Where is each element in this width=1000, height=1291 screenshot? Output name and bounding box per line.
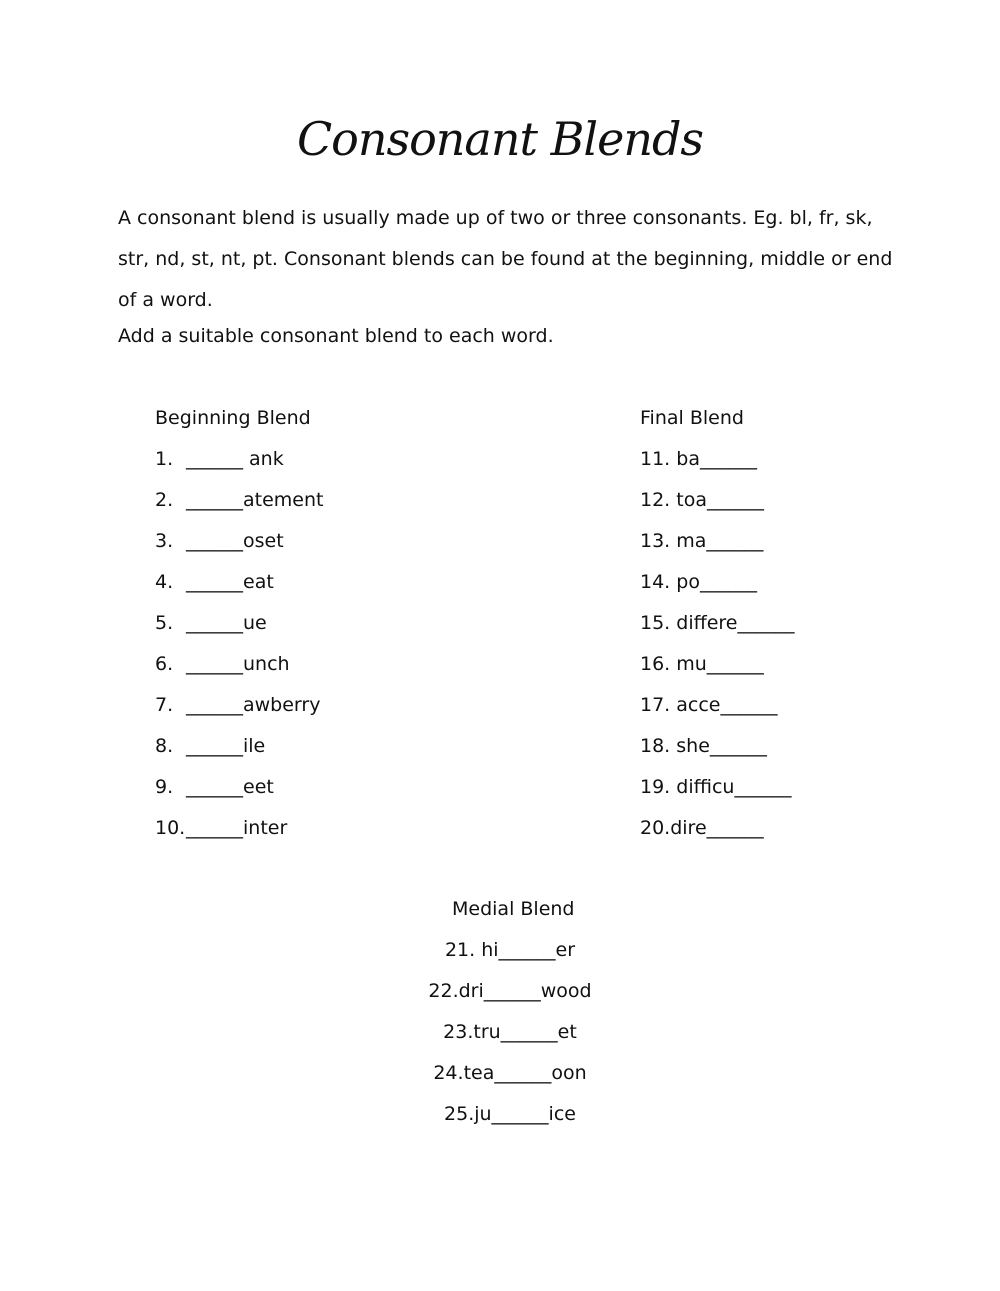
list-item <box>640 443 794 484</box>
medial-blend-section <box>400 893 620 1139</box>
item-number: 3. <box>155 530 174 552</box>
item-number: 6. <box>155 653 174 675</box>
final-blend-section <box>640 402 794 853</box>
item-word: ______awberry <box>186 694 321 716</box>
list-item <box>640 525 794 566</box>
list-item <box>155 730 323 771</box>
final-blend-heading: Final Blend <box>640 407 744 429</box>
item-word: ba______ <box>670 448 757 470</box>
item-word: ______ ank <box>186 448 284 470</box>
list-item <box>640 771 794 812</box>
item-word: ______oset <box>186 530 284 552</box>
list-item <box>155 566 323 607</box>
item-number: 2. <box>155 489 174 511</box>
list-item <box>640 607 794 648</box>
item-number: 25. <box>444 1103 475 1125</box>
list-item <box>155 771 323 812</box>
item-number: 7. <box>155 694 174 716</box>
item-word: dire______ <box>670 817 764 839</box>
beginning-blend-heading: Beginning Blend <box>155 407 311 429</box>
item-number: 8. <box>155 735 174 757</box>
list-item <box>155 443 323 484</box>
list-item <box>155 689 323 730</box>
page-title: Consonant Blends <box>296 112 704 166</box>
item-number: 12. <box>640 489 671 511</box>
item-word: ______unch <box>186 653 290 675</box>
list-item <box>400 1057 620 1098</box>
list-item <box>155 648 323 689</box>
item-word: dri______wood <box>458 980 592 1002</box>
list-item <box>640 648 794 689</box>
item-word: ju______ice <box>474 1103 576 1125</box>
item-word: she______ <box>670 735 767 757</box>
item-word: ______ue <box>186 612 267 634</box>
item-number: 17. <box>640 694 671 716</box>
item-word: mu______ <box>670 653 764 675</box>
item-word: ma______ <box>670 530 764 552</box>
instruction-text: Add a suitable consonant blend to each word. <box>118 325 554 347</box>
item-number: 5. <box>155 612 174 634</box>
medial-blend-heading: Medial Blend <box>452 898 575 920</box>
item-number: 22. <box>428 980 459 1002</box>
list-item <box>400 934 620 975</box>
item-number: 4. <box>155 571 174 593</box>
list-item <box>640 689 794 730</box>
item-number: 9. <box>155 776 174 798</box>
item-word: ______inter <box>186 817 288 839</box>
item-number: 18. <box>640 735 671 757</box>
list-item <box>640 730 794 771</box>
list-item <box>640 484 794 525</box>
beginning-blend-section <box>155 402 323 853</box>
list-item <box>155 484 323 525</box>
item-number: 24. <box>433 1062 464 1084</box>
list-item <box>155 525 323 566</box>
list-item <box>640 566 794 607</box>
item-word: tru______et <box>473 1021 577 1043</box>
list-item <box>400 1016 620 1057</box>
item-word: difficu______ <box>670 776 792 798</box>
item-number: 11. <box>640 448 671 470</box>
item-word: acce______ <box>670 694 778 716</box>
item-word: po______ <box>670 571 757 593</box>
list-item <box>640 812 794 853</box>
item-number: 21. <box>444 939 476 961</box>
item-word: tea______oon <box>463 1062 587 1084</box>
item-word: ______eet <box>186 776 274 798</box>
item-number: 20. <box>640 817 671 839</box>
item-word: toa______ <box>670 489 764 511</box>
list-item <box>400 975 620 1016</box>
item-word: ______eat <box>186 571 274 593</box>
item-word: ______atement <box>186 489 324 511</box>
list-item <box>400 1098 620 1139</box>
list-item <box>155 812 323 853</box>
item-word: differe______ <box>670 612 795 634</box>
item-number: 13. <box>640 530 671 552</box>
item-number: 14. <box>640 571 671 593</box>
item-number: 10. <box>155 817 186 839</box>
item-number: 19. <box>640 776 671 798</box>
item-word: ______ile <box>186 735 266 757</box>
list-item <box>155 607 323 648</box>
item-word: hi______er <box>475 939 576 961</box>
item-number: 16. <box>640 653 671 675</box>
item-number: 15. <box>640 612 671 634</box>
item-number: 23. <box>443 1021 474 1043</box>
item-number: 1. <box>155 448 174 470</box>
intro-paragraph: A consonant blend is usually made up of two or three consonants. Eg. bl, fr, sk, str, nd, st, nt, pt. Consonant blends can be found at the beginning, middle or end of a word. <box>118 207 893 311</box>
